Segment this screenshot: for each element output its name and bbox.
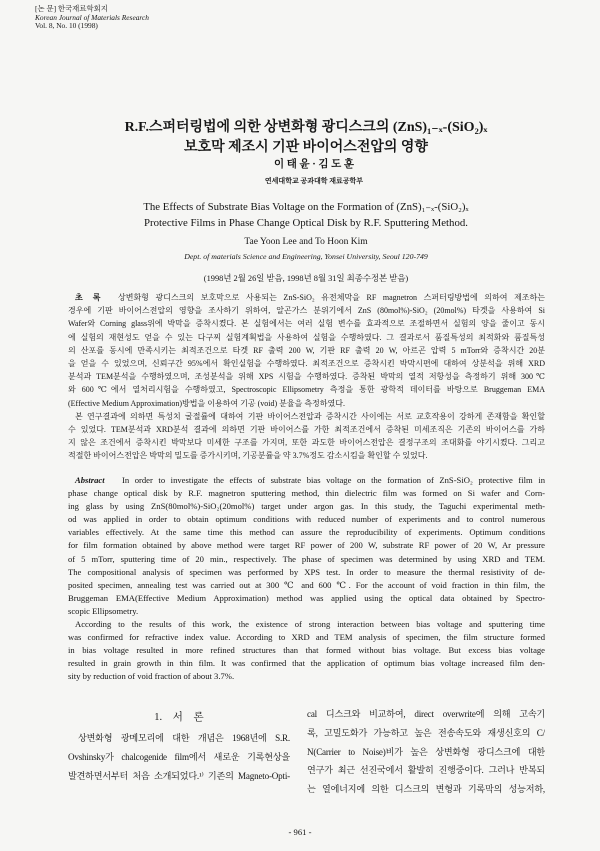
journal-volume: Vol. 8, No. 10 (1998) (35, 21, 98, 31)
english-abstract-label: Abstract (75, 475, 105, 485)
korean-abstract-line: 경우에 기판 바이어스전압의 영향을 조사하기 위하여, 알곤가스 분위기에서 ZnS (80mol%)-SiO₂ (20mol%) 타겟을 사용하여 Si (68, 306, 545, 316)
korean-abstract-text: 상변화형 광디스크의 보호막으로 사용되는 ZnS-SiO₂ 유전체막을 RF magnetron 스퍼터링방법에 의하여 제조하는 (118, 293, 545, 302)
body-text-line: 상변화형 광메모리에 대한 개념은 1968년에 S.R. (78, 733, 290, 743)
body-text-line: cal 디스크와 비교하여, direct overwrite에 의해 고속기 (307, 709, 545, 719)
english-abstract-line (68, 474, 545, 487)
english-abstract (68, 474, 545, 684)
english-title-line-1: The Effects of Substrate Bias Voltage on the Formation of (ZnS)₁₋ₓ-(SiO₂)ₓ (143, 201, 469, 213)
korean-affiliation: 연세대학교 공과대학 재료공학부 (264, 177, 364, 185)
english-abstract-line: phase change optical disk by R.F. magnetron sputtering method, thin dielectric film was formed on Si wafer and Corn- (68, 488, 545, 499)
korean-abstract-line: 에 실험의 재현성도 얻을 수 있는 다구찌 실험계획법을 사용하여 실험을 수행하였다. 그 결과로서 품질특성의 최적화와 품질특성 (68, 332, 545, 342)
english-abstract-line: in bias voltage resulted in more refined structures than that formed without bias voltage. But excess bias voltage (68, 645, 545, 656)
english-abstract-line: scopic Ellipsometry. (68, 605, 139, 616)
journal-name-english: Korean Journal of Materials Research (35, 12, 149, 22)
body-text-line: Ovshinsky가 chalcogenide film에서 새로운 기록현상을 (68, 751, 290, 762)
english-abstract-line: The compositional analysis of specimen was performed by XPS test. In order to measure the thermal resistivity of de- (68, 566, 545, 577)
korean-abstract-line: 와 600℃에서 열처리시험을 수행하였고, Spectroscopic Ellipsometry 측정을 통한 광학적 데이터를 바탕으로 Bruggeman EMA (68, 385, 545, 395)
english-abstract-line: for film formation obtained by above method were target RF power of 200 W, substrate RF power of 20 W, Ar pressure (68, 540, 545, 551)
received-dates: (1998년 2월 26일 받음, 1998년 8월 31일 최종수정본 받음) (203, 274, 409, 283)
korean-abstract-line: 의 산포를 동시에 만족시키는 최적조건으로 타겟 RF 출력 200 W, 기판 RF 출력 20 W, 아르곤 압력 5 mTorr와 증착시간 20분 (68, 345, 545, 355)
english-abstract-line: of 5 mTorr, sputtering time of 20 min., respectively. The phase of specimen was determined by using XRD and TEM. (68, 553, 545, 564)
english-abstract-line: was confirmed for refractive index value. According to XRD and TEM analysis of specimen, the film structure formed (68, 632, 545, 643)
body-text-line: 는 열에너지에 의한 디스크의 변형과 기록막의 성능저하, (307, 784, 545, 795)
english-abstract-text: In order to investigate the effects of substrate bias voltage on the formation of ZnS-SiO₂ protective film in (122, 475, 545, 485)
english-abstract-line: According to the results of this work, the existence of strong interaction between bias voltage and sputtering time (75, 619, 545, 630)
journal-header (35, 5, 149, 31)
english-abstract-line: ing glass by using ZnS(80mol%)-SiO₂(20mol%) target under argon gas. In this study, the Taguchi experimental meth- (68, 501, 545, 512)
body-column-right (307, 705, 545, 799)
korean-abstract-line: 수 있었다. TEM분석과 XRD분석 결과에 의하면 기판 바이어스를 가한 최적조건에서 증착된 미세조직은 기존의 바이어스를 가하 (68, 424, 545, 434)
korean-abstract-line: 본 연구결과에 의하면 특성치 굴절률에 대하여 기판 바이어스전압과 증착시간 사이에는 서로 교호작용이 강하게 존재함을 확인할 (75, 411, 545, 421)
korean-title-line-1: R.F.스퍼터링법에 의한 상변화형 광디스크의 (ZnS)₁₋ₓ-(SiO₂)ₓ (124, 120, 488, 135)
korean-abstract-line: 을 얻을 수 있었으며, 신뢰구간 95%에서 확인실험을 수행하였다. 최적조건으로 증착시킨 박막시편에 대하여 상분석을 위해 XRD (68, 358, 545, 368)
english-abstract-line: sity by reduction of void fraction of about 3.7%. (68, 671, 235, 682)
page-number: - 961 - (288, 827, 312, 837)
korean-abstract (68, 291, 545, 462)
english-abstract-line: posited specimen, annealing test was carried out at 300 ℃ and 600 ℃. For the account of void fraction in thin film, the (68, 579, 545, 590)
body-text-line: 발견하면서부터 처음 소개되었다.¹⁾ 기존의 Magneto-Opti- (68, 770, 290, 781)
korean-abstract-line: (Effective Medium Approximation)방법을 이용하여 기공 (void) 분율을 측정하였다. (68, 398, 345, 408)
section-heading-introduction: 1. 서 론 (154, 712, 204, 723)
english-authors: Tae Yoon Lee and To Hoon Kim (244, 237, 368, 247)
english-abstract-line: variables effectively. At the same time this method can assure the reproducibility of experiments. Optimum conditions (68, 527, 545, 538)
korean-abstract-label: 초 록 (75, 293, 101, 302)
korean-abstract-line: 분석과 TEM분석을 수행하였으며, 조성분석을 위해 XPS 시험을 수행하였다. 증착된 박막의 열적 저항성을 측정하기 위해 300℃ (68, 372, 545, 382)
korean-abstract-line: Wafer와 Corning glass위에 박막을 증착시켰다. 본 실험에서는 여러 실험 변수를 효과적으로 조절하면서 실험의 양을 줄이고 동시 (68, 319, 545, 329)
korean-abstract-line: 적절한 바이어스전압은 박막의 밀도를 증가시키며, 기공분률을 약 3.7%정도 감소시킴을 확인할 수 있었다. (68, 451, 428, 461)
body-column-left (68, 729, 290, 785)
korean-title-line-2: 보호막 제조시 기판 바이어스전압의 영향 (184, 140, 428, 155)
english-affiliation: Dept. of materials Science and Engineering, Yonsei University, Seoul 120-749 (184, 252, 428, 261)
body-text-line: 연구가 최근 선진국에서 활발히 진행중이다. 그러나 반복되 (307, 765, 545, 776)
english-abstract-line: od was applied in order to obtain optimum conditions with reduced number of experiments and to control numerous (68, 514, 545, 525)
english-abstract-line: Bruggeman EMA(Effective Medium Approximation) method was applied using the optical data obtained by Spectro- (68, 592, 545, 603)
korean-authors: 이 태 윤 · 김 도 훈 (273, 159, 355, 170)
body-text-line: N(Carrier to Noise)비가 높은 상변화형 광디스크에 대한 (307, 746, 545, 757)
korean-abstract-line (68, 291, 545, 304)
english-title-line-2: Protective Films in Phase Change Optical Disk by R.F. Sputtering Method. (144, 217, 468, 229)
journal-name-korean: [논 문] 한국재료학회지 (35, 4, 108, 13)
body-text-line: 록, 고밀도화가 가능하고 높은 전송속도와 재생신호의 C/ (307, 727, 545, 738)
english-abstract-line: resulted in grain growth in thin film. It was confirmed that the application of optimum bias voltage increased film den- (68, 658, 545, 669)
korean-abstract-line: 지 않은 조건에서 증착시킨 박막보다 미세한 구조를 가지며, 또한 과도한 바이어스전압은 결정구조의 조대화를 야기시켰다. 그리고 (68, 438, 545, 448)
